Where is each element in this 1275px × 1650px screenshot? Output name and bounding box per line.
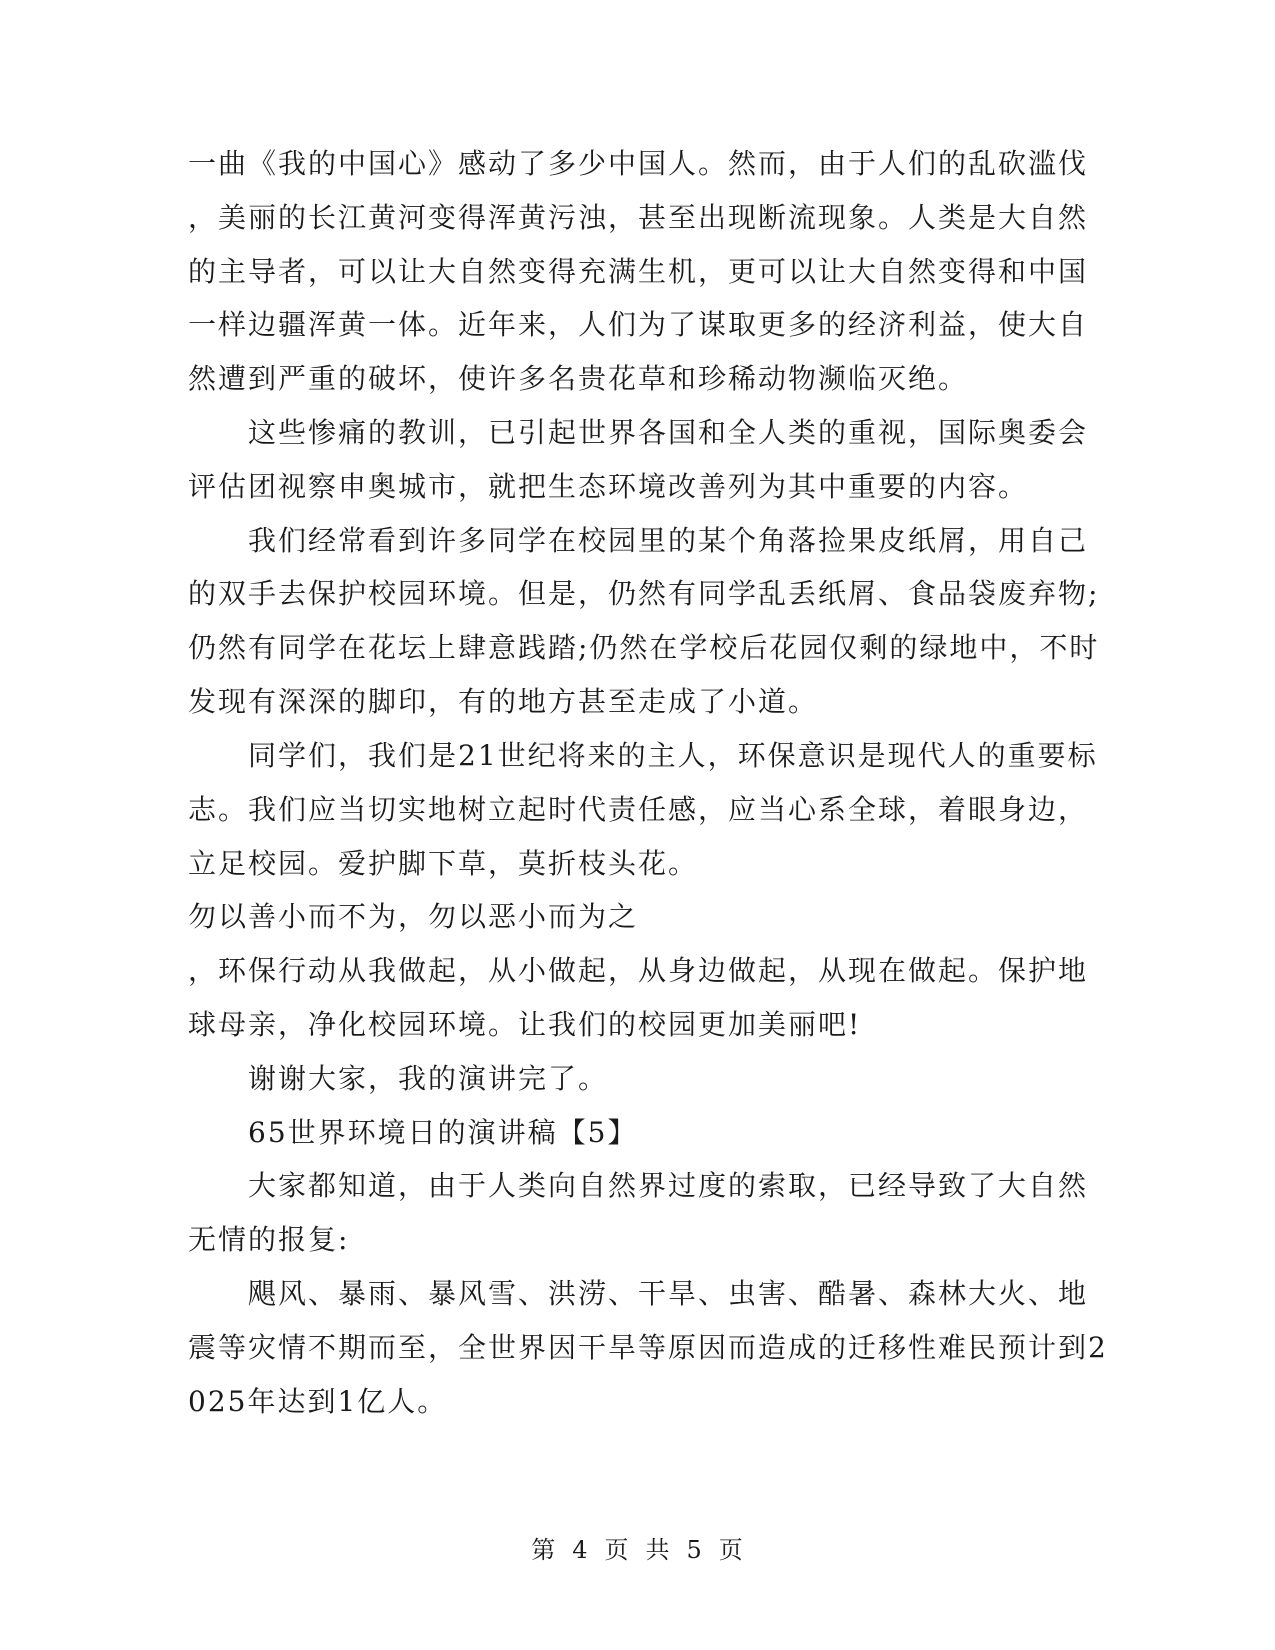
text-line-20: 大家都知道，由于人类向自然界过度的索取，已经导致了大自然 (248, 1169, 1089, 1202)
text-line-16: ，环保行动从我做起，从小做起，从身边做起，从现在做起。保护地 (188, 954, 1089, 987)
footer-middle1: 页 (604, 1536, 630, 1564)
text-line-2: ，美丽的长江黄河变得浑黄污浊，甚至出现断流现象。人类是大自然 (188, 201, 1089, 234)
text-line-11: 发现有深深的脚印，有的地方甚至走成了小道。 (188, 685, 819, 718)
text-line-12: 同学们，我们是21世纪将来的主人，环保意识是现代人的重要标 (248, 739, 1098, 772)
page-footer (0, 1535, 1275, 1565)
text-line-4: 一样边疆浑黄一体。近年来，人们为了谋取更多的经济利益，使大自 (188, 308, 1089, 341)
text-line-6: 这些惨痛的教训，已引起世界各国和全人类的重视，国际奥委会 (248, 416, 1089, 449)
text-line-13: 志。我们应当切实地树立起时代责任感，应当心系全球，着眼身边， (188, 793, 1089, 826)
footer-middle2: 共 (645, 1536, 671, 1564)
text-line-22: 飓风、暴雨、暴风雪、洪涝、干旱、虫害、酷暑、森林大火、地 (248, 1277, 1089, 1310)
footer-page-number: 4 (572, 1536, 589, 1564)
text-line-5: 然遭到严重的破坏，使许多名贵花草和珍稀动物濒临灭绝。 (188, 362, 969, 395)
text-line-15: 勿以善小而不为，勿以恶小而为之 (188, 900, 639, 933)
section-heading: 65世界环境日的演讲稿【5】 (248, 1116, 638, 1149)
text-line-23: 震等灾情不期而至，全世界因干旱等原因而造成的迁移性难民预计到2 (188, 1331, 1108, 1364)
text-line-9: 的双手去保护校园环境。但是，仍然有同学乱丢纸屑、食品袋废弃物; (188, 577, 1100, 610)
footer-total-pages: 5 (686, 1536, 703, 1564)
text-line-8: 我们经常看到许多同学在校园里的某个角落捡果皮纸屑，用自己 (248, 524, 1089, 557)
text-line-17: 球母亲，净化校园环境。让我们的校园更加美丽吧! (188, 1008, 862, 1041)
text-line-21: 无情的报复: (188, 1223, 350, 1256)
footer-suffix: 页 (718, 1536, 744, 1564)
text-line-7: 评估团视察申奥城市，就把生态环境改善列为其中重要的内容。 (188, 470, 1029, 503)
text-line-10: 仍然有同学在花坛上肆意践踏;仍然在学校后花园仅剩的绿地中，不时 (188, 631, 1100, 664)
text-line-3: 的主导者，可以让大自然变得充满生机，更可以让大自然变得和中国 (188, 255, 1089, 288)
text-line-14: 立足校园。爱护脚下草，莫折枝头花。 (188, 847, 699, 880)
footer-prefix: 第 (531, 1536, 557, 1564)
text-line-1: 一曲《我的中国心》感动了多少中国人。然而，由于人们的乱砍滥伐 (188, 147, 1089, 180)
text-line-24: 025年达到1亿人。 (188, 1385, 448, 1418)
text-line-18: 谢谢大家，我的演讲完了。 (248, 1062, 609, 1095)
